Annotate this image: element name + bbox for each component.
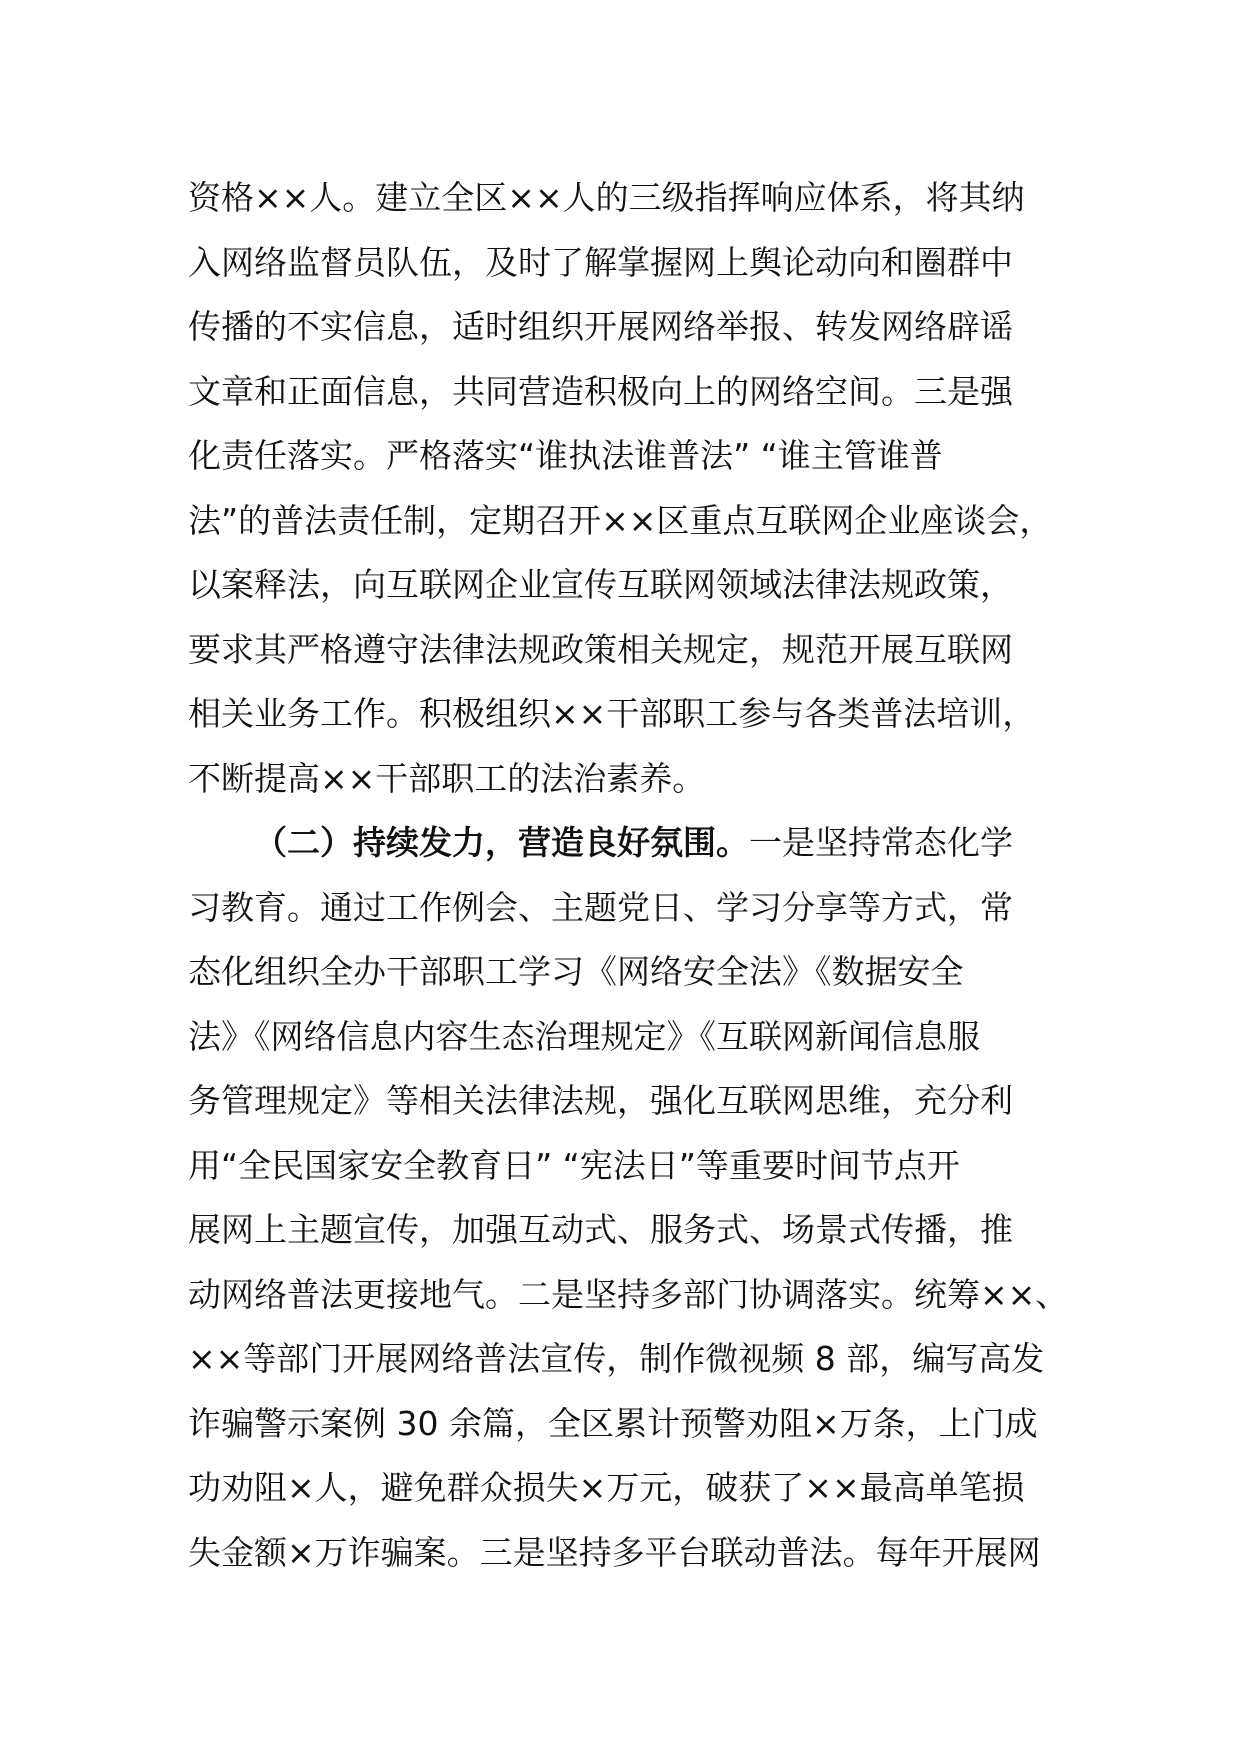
text-line: 法》《网络信息内容生态治理规定》《互联网新闻信息服	[188, 1016, 980, 1056]
text-line: 失金额×万诈骗案。三是坚持多平台联动普法。每年开展网	[188, 1532, 1041, 1572]
section-first-line	[188, 811, 1088, 876]
text-line: 习教育。通过工作例会、主题党日、学习分享等方式，常	[188, 887, 1013, 927]
text-line: 功劝阻×人，避免群众损失×万元，破获了××最高单笔损	[188, 1468, 1025, 1507]
document-body	[188, 166, 1088, 1585]
text-line: 务管理规定》等相关法律法规，强化互联网思维，充分利	[188, 1081, 1013, 1120]
text-line: 传播的不实信息，适时组织开展网络举报、转发网络辟谣	[188, 307, 1013, 346]
text-line: 入网络监督员队伍，及时了解掌握网上舆论动向和圈群中	[188, 242, 1013, 282]
section-heading: （二）持续发力，营造良好氛围。	[254, 823, 749, 862]
text-line: 诈骗警示案例 30 余篇，全区累计预警劝阻×万条，上门成	[188, 1403, 1038, 1443]
text-line: 动网络普法更接地气。二是坚持多部门协调落实。统筹××、	[188, 1274, 1069, 1314]
text-line: 用“全民国家安全教育日” “宪法日”等重要时间节点开	[188, 1145, 960, 1185]
text-line: 资格××人。建立全区××人的三级指挥响应体系，将其纳	[188, 178, 1025, 217]
text-line: 要求其严格遵守法律法规政策相关规定，规范开展互联网	[188, 629, 1013, 669]
text-line: 文章和正面信息，共同营造积极向上的网络空间。三是强	[188, 371, 1013, 411]
section-first-line-rest: 一是坚持常态化学	[749, 823, 1013, 862]
text-line: 展网上主题宣传，加强互动式、服务式、场景式传播，推	[188, 1210, 1013, 1249]
text-line: 化责任落实。严格落实“谁执法谁普法” “谁主管谁普	[188, 436, 943, 475]
text-line: 以案释法，向互联网企业宣传互联网领域法律法规政策，	[188, 565, 1013, 604]
text-line: ××等部门开展网络普法宣传，制作微视频 8 部，编写高发	[188, 1339, 1045, 1378]
text-line: 态化组织全办干部职工学习《网络安全法》《数据安全	[188, 952, 964, 991]
text-line: 相关业务工作。积极组织××干部职工参与各类普法培训，	[188, 694, 1036, 733]
text-line: 不断提高××干部职工的法治素养。	[188, 758, 706, 798]
text-line: 法”的普法责任制，定期召开××区重点互联网企业座谈会，	[188, 500, 1053, 540]
